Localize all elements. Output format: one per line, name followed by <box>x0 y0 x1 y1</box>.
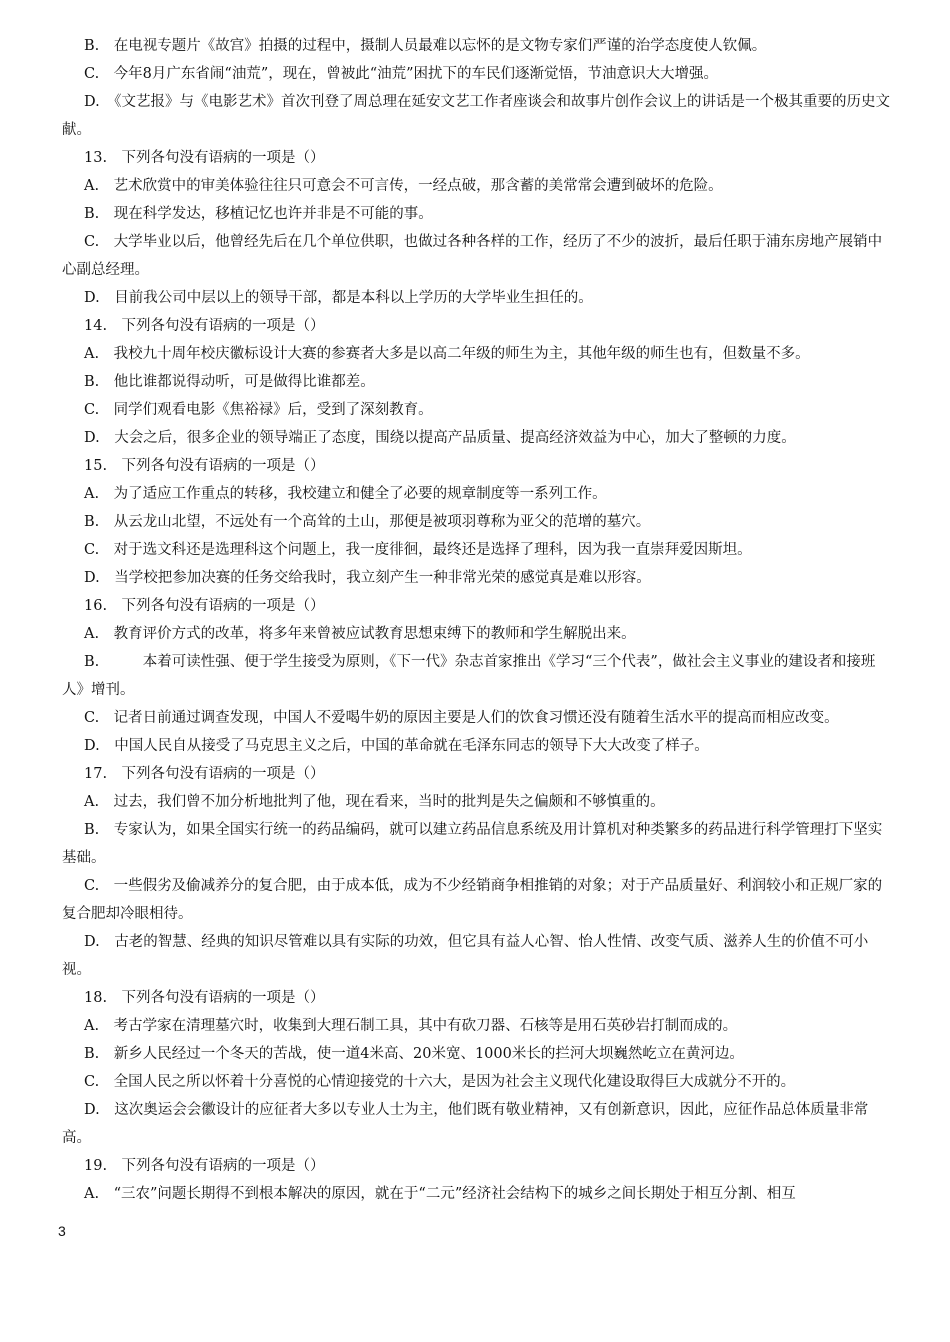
text-line: D. 大会之后，很多企业的领导端正了态度，围绕以提高产品质量、提高经济效益为中心，加大了整顿的力度。 <box>84 430 796 446</box>
text-line: C. 全国人民之所以怀着十分喜悦的心情迎接党的十六大，是因为社会主义现代化建设取得巨大成就分不开的。 <box>84 1074 796 1090</box>
text-line: B. 专家认为，如果全国实行统一的药品编码，就可以建立药品信息系统及用计算机对种类繁多的药品进行科学管理打下坚实基础。 <box>62 822 883 866</box>
text-line: C. 今年8月广东省闹“油荒”，现在，曾被此“油荒”困扰下的车民们逐渐觉悟，节油意识大大增强。 <box>84 66 719 82</box>
text-line: A. “三农”问题长期得不到根本解决的原因，就在于“二元”经济社会结构下的城乡之间长期处于相互分割、相互 <box>84 1186 796 1202</box>
text-line: D. 目前我公司中层以上的领导干部，都是本科以上学历的大学毕业生担任的。 <box>84 290 593 306</box>
text-line: A. 过去，我们曾不加分析地批判了他，现在看来，当时的批判是失之偏颇和不够慎重的。 <box>84 794 665 810</box>
text-line: B. 他比谁都说得动听，可是做得比谁都差。 <box>84 374 375 390</box>
text-line: B. 在电视专题片《故宫》拍摄的过程中，摄制人员最难以忘怀的是文物专家们严谨的治学态度使人钦佩。 <box>84 38 767 54</box>
text-line: D. 当学校把参加决赛的任务交给我时，我立刻产生一种非常光荣的感觉真是难以形容。 <box>84 570 651 586</box>
text-line: A. 为了适应工作重点的转移，我校建立和健全了必要的规章制度等一系列工作。 <box>84 486 607 502</box>
text-line: D. 中国人民自从接受了马克思主义之后，中国的革命就在毛泽东同志的领导下大大改变了样子。 <box>84 738 709 754</box>
question-heading: 13. 下列各句没有语病的一项是（） <box>84 150 325 166</box>
question-heading: 16. 下列各句没有语病的一项是（） <box>84 598 325 614</box>
text-line: B. 现在科学发达，移植记忆也许并非是不可能的事。 <box>84 206 433 222</box>
text-line: A. 考古学家在清理墓穴时，收集到大理石制工具，其中有砍刀器、石核等是用石英砂岩打制而成的。 <box>84 1018 738 1034</box>
text-line: B. 从云龙山北望，不远处有一个高耸的土山，那便是被项羽尊称为亚父的范增的墓穴。 <box>84 514 651 530</box>
text-line: B. 新乡人民经过一个冬天的苦战，使一道4米高、20米宽、1000米长的拦河大坝巍然屹立在黄河边。 <box>84 1046 744 1062</box>
text-line: A. 我校九十周年校庆徽标设计大赛的参赛者大多是以高二年级的师生为主，其他年级的师生也有，但数量不多。 <box>84 346 810 362</box>
question-heading: 14. 下列各句没有语病的一项是（） <box>84 318 325 334</box>
text-line: C. 记者日前通过调查发现，中国人不爱喝牛奶的原因主要是人们的饮食习惯还没有随着生活水平的提高而相应改变。 <box>84 710 839 726</box>
question-text-block <box>62 32 896 1208</box>
text-line: C. 对于选文科还是选理科这个问题上，我一度徘徊，最终还是选择了理科，因为我一直崇拜爱因斯坦。 <box>84 542 752 558</box>
text-line: C. 大学毕业以后，他曾经先后在几个单位供职，也做过各种各样的工作，经历了不少的波折，最后任职于浦东房地产展销中心副总经理。 <box>62 234 883 278</box>
text-line: C. 一些假劣及偷减养分的复合肥，由于成本低，成为不少经销商争相推销的对象；对于产品质量好、利润较小和正规厂家的复合肥却冷眼相待。 <box>62 878 883 922</box>
question-heading: 17. 下列各句没有语病的一项是（） <box>84 766 325 782</box>
question-heading: 15. 下列各句没有语病的一项是（） <box>84 458 325 474</box>
question-heading: 19. 下列各句没有语病的一项是（） <box>84 1158 325 1174</box>
text-line: A. 教育评价方式的改革，将多年来曾被应试教育思想束缚下的教师和学生解脱出来。 <box>84 626 636 642</box>
text-line: B. 本着可读性强、便于学生接受为原则，《下一代》杂志首家推出《学习“三个代表”，做社会主义事业的建设者和接班人》增刊。 <box>62 654 876 698</box>
text-line: D. 这次奥运会会徽设计的应征者大多以专业人士为主，他们既有敬业精神，又有创新意识，因此，应征作品总体质量非常高。 <box>62 1102 869 1146</box>
text-line: C. 同学们观看电影《焦裕禄》后，受到了深刻教育。 <box>84 402 433 418</box>
text-line: A. 艺术欣赏中的审美体验往往只可意会不可言传，一经点破，那含蓄的美常常会遭到破坏的危险。 <box>84 178 723 194</box>
question-heading: 18. 下列各句没有语病的一项是（） <box>84 990 325 1006</box>
page-number: 3 <box>58 1223 66 1239</box>
text-line: D. 《文艺报》与《电影艺术》首次刊登了周总理在延安文艺工作者座谈会和故事片创作会议上的讲话是一个极其重要的历史文献。 <box>62 94 890 138</box>
text-line: D. 古老的智慧、经典的知识尽管难以具有实际的功效，但它具有益人心智、怡人性情、改变气质、滋养人生的价值不可小视。 <box>62 934 869 978</box>
